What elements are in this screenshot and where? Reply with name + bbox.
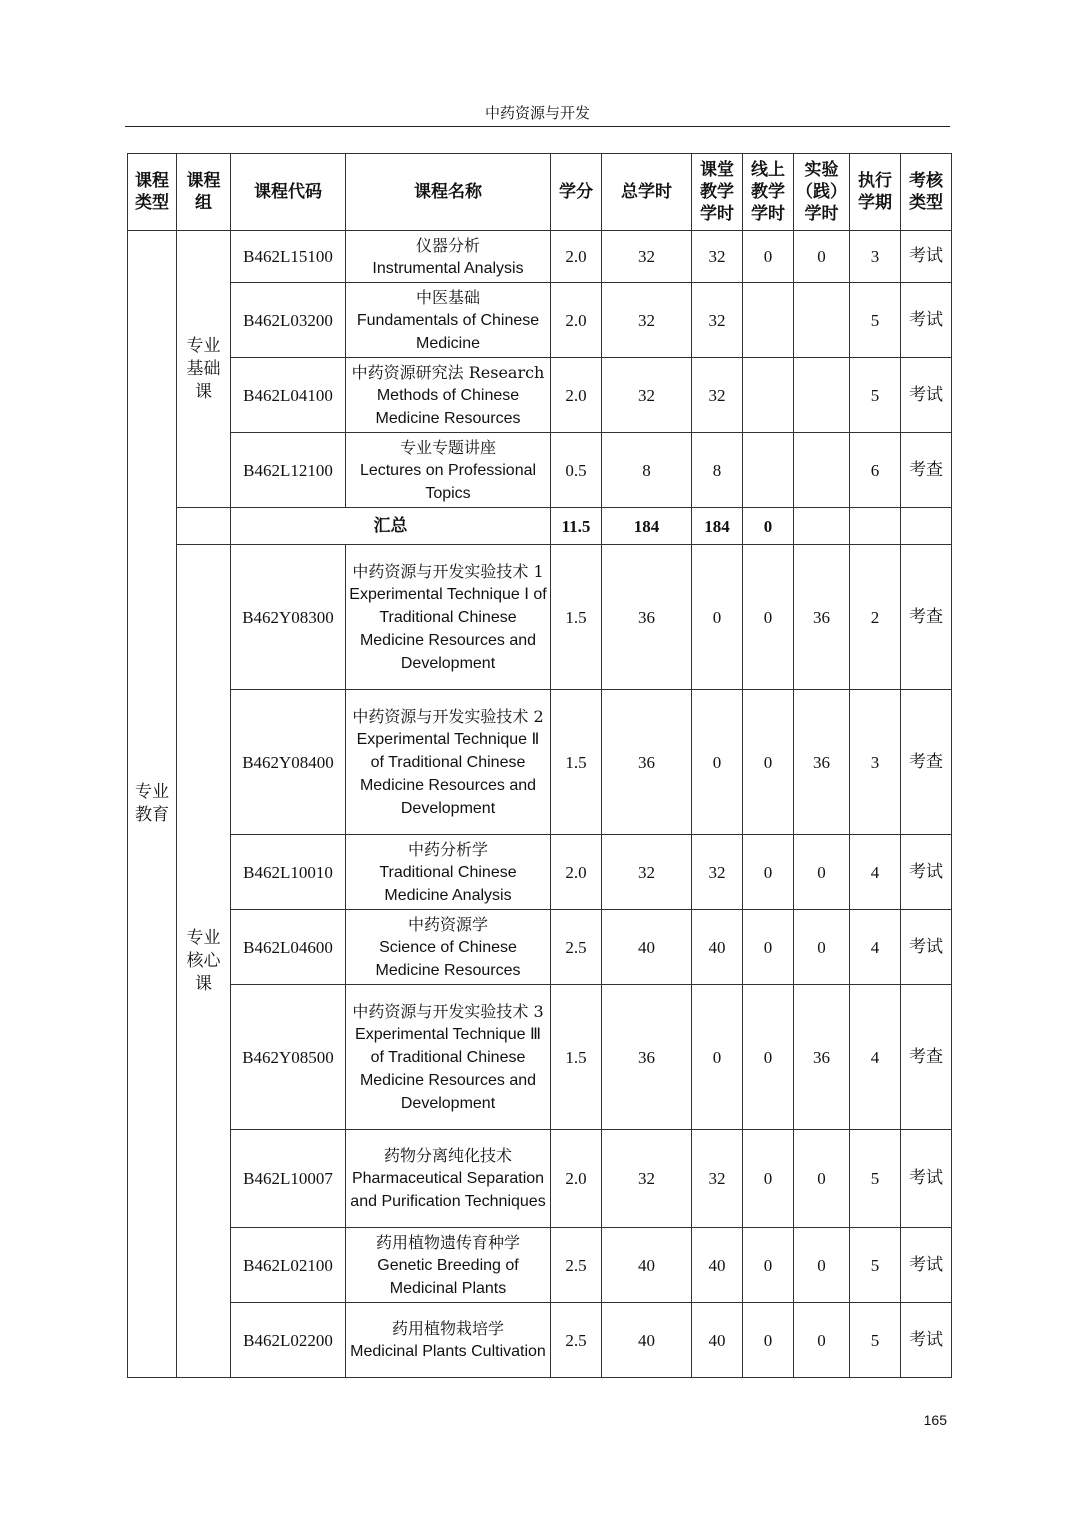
table-row [128,358,952,433]
page-header [125,102,950,127]
total-hours-cell: 40 [602,1228,692,1303]
col-header: 总学时 [602,154,692,231]
col-header: 课程代码 [231,154,346,231]
total-hours-cell: 32 [602,283,692,358]
online-hours-cell: 0 [743,1303,794,1378]
course-name [346,835,551,910]
lab-hours-cell [794,433,850,508]
course-name-en: Fundamentals of Chinese Medicine [356,311,540,352]
exam-type-cell: 考查 [901,985,952,1130]
summary-online-hours: 0 [743,508,794,545]
lab-hours-cell: 0 [794,1228,850,1303]
credit-cell: 0.5 [551,433,602,508]
classroom-hours-cell: 0 [692,985,743,1130]
credit-cell: 1.5 [551,690,602,835]
online-hours-cell: 0 [743,545,794,690]
exam-type-cell: 考查 [901,545,952,690]
exam-type-cell: 考试 [901,910,952,985]
total-hours-cell: 32 [602,835,692,910]
online-hours-cell [743,433,794,508]
table-row [128,231,952,283]
course-name-en: Genetic Breeding of Medicinal Plants [377,1256,519,1297]
course-code: B462L04100 [231,358,346,433]
course-table [127,153,952,1378]
term-cell: 4 [850,910,901,985]
course-code: B462Y08300 [231,545,346,690]
course-name [346,1130,551,1228]
course-name-cn: 中药分析学 [407,839,488,859]
lab-hours-cell: 0 [794,231,850,283]
course-name [346,433,551,508]
lab-hours-cell [794,358,850,433]
col-header: 实验（践）学时 [794,154,850,231]
classroom-hours-cell: 32 [692,1130,743,1228]
summary-total-hours: 184 [602,508,692,545]
lab-hours-cell: 36 [794,690,850,835]
summary-row [128,508,952,545]
credit-cell: 2.5 [551,1228,602,1303]
term-cell: 5 [850,1228,901,1303]
classroom-hours-cell: 0 [692,545,743,690]
exam-type-cell: 考试 [901,1228,952,1303]
course-name [346,985,551,1130]
total-hours-cell: 36 [602,545,692,690]
credit-cell: 1.5 [551,985,602,1130]
course-code: B462L04600 [231,910,346,985]
credit-cell: 2.0 [551,283,602,358]
course-name-cn: 中药资源与开发实验技术 1 [352,561,544,581]
course-name-en: Medicinal Plants Cultivation [350,1343,546,1360]
col-header: 线上教学学时 [743,154,794,231]
course-name-cn: 中药资源学 [407,914,488,934]
table-row [128,910,952,985]
classroom-hours-cell: 32 [692,231,743,283]
course-name-cn: 药用植物遗传育种学 [375,1232,520,1252]
credit-cell: 2.0 [551,231,602,283]
course-name-en: Experimental Technique Ⅱ of Traditional Chinese Medicine Resources and Development [356,730,540,817]
exam-type-cell: 考试 [901,1303,952,1378]
summary-label: 汇总 [231,508,551,545]
course-name-cn: 中药资源与开发实验技术 2 [352,706,544,726]
page-header-title: 中药资源与开发 [484,104,590,122]
classroom-hours-cell: 0 [692,690,743,835]
course-name-cn: 仪器分析 [415,235,480,255]
total-hours-cell: 32 [602,231,692,283]
course-name-cn: 药用植物栽培学 [391,1319,504,1338]
course-name-en: Methods of Chinese Medicine Resources [375,386,521,427]
col-header: 学分 [551,154,602,231]
lab-hours-cell: 36 [794,545,850,690]
term-cell: 3 [850,690,901,835]
table-header-row [128,154,952,231]
exam-type-cell: 考试 [901,283,952,358]
online-hours-cell: 0 [743,690,794,835]
course-code: B462L03200 [231,283,346,358]
col-header: 考核类型 [901,154,952,231]
course-name [346,1303,551,1378]
course-code: B462L02200 [231,1303,346,1378]
course-name [346,1228,551,1303]
lab-hours-cell: 36 [794,985,850,1130]
col-header: 课程类型 [128,154,177,231]
lab-hours-cell: 0 [794,1303,850,1378]
classroom-hours-cell: 8 [692,433,743,508]
online-hours-cell: 0 [743,1130,794,1228]
credit-cell: 1.5 [551,545,602,690]
course-name-cn: 中药资源与开发实验技术 3 [352,1001,544,1021]
classroom-hours-cell: 40 [692,910,743,985]
online-hours-cell: 0 [743,910,794,985]
total-hours-cell: 8 [602,433,692,508]
term-cell: 5 [850,358,901,433]
course-name-cn: 药物分离纯化技术 [383,1146,512,1165]
credit-cell: 2.5 [551,1303,602,1378]
course-code: B462L10007 [231,1130,346,1228]
term-cell: 5 [850,1303,901,1378]
course-code: B462Y08500 [231,985,346,1130]
lab-hours-cell: 0 [794,1130,850,1228]
table-row [128,1303,952,1378]
term-cell: 4 [850,985,901,1130]
total-hours-cell: 32 [602,358,692,433]
exam-type-cell: 考试 [901,231,952,283]
col-header: 课程组 [177,154,231,231]
course-name [346,358,551,433]
course-code: B462L12100 [231,433,346,508]
course-name-cn: 中医基础 [415,287,480,307]
course-name-cn: 中药资源研究法 Research [351,362,545,382]
credit-cell: 2.0 [551,358,602,433]
course-code: B462Y08400 [231,690,346,835]
summary-credit: 11.5 [551,508,602,545]
table-row [128,985,952,1130]
course-name [346,545,551,690]
table-row [128,1130,952,1228]
exam-type-cell: 考试 [901,835,952,910]
course-code: B462L10010 [231,835,346,910]
lab-hours-cell: 0 [794,835,850,910]
course-name-en: Instrumental Analysis [372,259,524,277]
classroom-hours-cell: 40 [692,1228,743,1303]
term-cell: 6 [850,433,901,508]
online-hours-cell [743,283,794,358]
col-header: 课堂教学学时 [692,154,743,231]
course-group-cell: 专业基础课 [177,231,231,508]
page-number: 165 [923,1412,947,1428]
credit-cell: 2.0 [551,1130,602,1228]
course-name-en: Experimental Technique Ⅰ of Traditional Chinese Medicine Resources and Development [349,585,547,672]
classroom-hours-cell: 32 [692,835,743,910]
course-group-cell: 专业核心课 [177,545,231,1378]
exam-type-cell: 考查 [901,690,952,835]
course-category-cell: 专业教育 [128,231,177,1378]
classroom-hours-cell: 40 [692,1303,743,1378]
total-hours-cell: 36 [602,690,692,835]
online-hours-cell: 0 [743,1228,794,1303]
online-hours-cell: 0 [743,835,794,910]
credit-cell: 2.5 [551,910,602,985]
table-row [128,433,952,508]
classroom-hours-cell: 32 [692,358,743,433]
course-name-en: Experimental Technique Ⅲ of Traditional Chinese Medicine Resources and Development [355,1025,541,1112]
table-row [128,690,952,835]
term-cell: 2 [850,545,901,690]
course-name-en: Traditional Chinese Medicine Analysis [379,863,517,904]
course-name-en: Lectures on Professional Topics [359,461,537,502]
total-hours-cell: 40 [602,910,692,985]
table-row [128,1228,952,1303]
term-cell: 3 [850,231,901,283]
lab-hours-cell [794,283,850,358]
course-name-en: Science of Chinese Medicine Resources [375,938,521,979]
course-name [346,690,551,835]
course-name-cn: 专业专题讲座 [399,437,496,457]
total-hours-cell: 40 [602,1303,692,1378]
term-cell: 5 [850,283,901,358]
total-hours-cell: 32 [602,1130,692,1228]
exam-type-cell: 考查 [901,433,952,508]
col-header: 执行学期 [850,154,901,231]
online-hours-cell [743,358,794,433]
course-name [346,910,551,985]
course-code: B462L15100 [231,231,346,283]
online-hours-cell: 0 [743,985,794,1130]
course-name-en: Pharmaceutical Separation and Purification Techniques [350,1170,546,1210]
online-hours-cell: 0 [743,231,794,283]
col-header: 课程名称 [346,154,551,231]
lab-hours-cell: 0 [794,910,850,985]
exam-type-cell: 考试 [901,358,952,433]
total-hours-cell: 36 [602,985,692,1130]
classroom-hours-cell: 32 [692,283,743,358]
course-code: B462L02100 [231,1228,346,1303]
credit-cell: 2.0 [551,835,602,910]
exam-type-cell: 考试 [901,1130,952,1228]
term-cell: 4 [850,835,901,910]
term-cell: 5 [850,1130,901,1228]
course-name [346,231,551,283]
summary-classroom-hours: 184 [692,508,743,545]
course-name [346,283,551,358]
table-row [128,835,952,910]
table-row [128,283,952,358]
table-row [128,545,952,690]
